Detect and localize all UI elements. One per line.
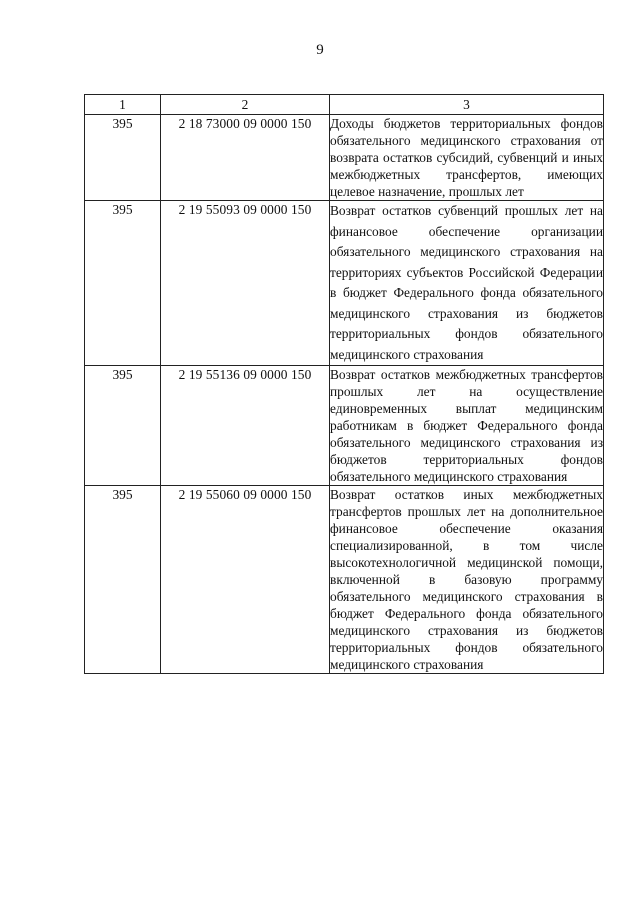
column-header-2: 2 xyxy=(161,95,330,115)
admin-code-cell: 395 xyxy=(85,201,161,366)
revenue-name-cell xyxy=(330,201,604,366)
column-header-1: 1 xyxy=(85,95,161,115)
revenue-name-text: Доходы бюджетов территориальных фондов обязательного медицинского страхования от возврата остатков субсидий, субвенций и иных межбюджетных трансфертов, имеющих целевое назначение, прошлых лет xyxy=(330,116,603,199)
revenue-name-cell xyxy=(330,366,604,486)
table-row xyxy=(85,201,604,366)
table-header-row xyxy=(85,95,604,115)
revenue-name-text: Возврат остатков межбюджетных трансфертов прошлых лет на осуществление единовременных выплат медицинским работникам в бюджет Федерального фонда обязательного медицинского страхования из бюджетов территориальных фондов обязательного медицинского страхования xyxy=(330,367,603,484)
revenue-name-text: Возврат остатков иных межбюджетных трансфертов прошлых лет на дополнительное финансовое обеспечение оказания специализированной, в том числе высокотехнологичной медицинской помощи, включенной в базовую программу обязательного медицинского страхования в бюджет Федерального фонда обязательного медицинского страхования из бюджетов территориальных фондов обязательного медицинского страхования xyxy=(330,487,603,672)
column-header-3: 3 xyxy=(330,95,604,115)
admin-code-cell: 395 xyxy=(85,486,161,674)
budget-classification-code-cell: 2 18 73000 09 0000 150 xyxy=(161,115,330,201)
budget-classification-code-cell: 2 19 55060 09 0000 150 xyxy=(161,486,330,674)
budget-codes-table xyxy=(84,94,604,674)
revenue-name-cell xyxy=(330,115,604,201)
table-row xyxy=(85,366,604,486)
admin-code-cell: 395 xyxy=(85,366,161,486)
admin-code-cell: 395 xyxy=(85,115,161,201)
revenue-name-text: Возврат остатков субвенций прошлых лет на финансовое обеспечение организации обязательного медицинского страхования на территориях субъектов Российской Федерации в бюджет Федерального фонда обязательного медицинского страхования из бюджетов территориальных фондов обязательного медицинского страхования xyxy=(330,203,603,362)
page-number: 9 xyxy=(316,42,324,58)
table-row xyxy=(85,486,604,674)
table-row xyxy=(85,115,604,201)
budget-classification-code-cell: 2 19 55136 09 0000 150 xyxy=(161,366,330,486)
revenue-name-cell xyxy=(330,486,604,674)
budget-classification-code-cell: 2 19 55093 09 0000 150 xyxy=(161,201,330,366)
